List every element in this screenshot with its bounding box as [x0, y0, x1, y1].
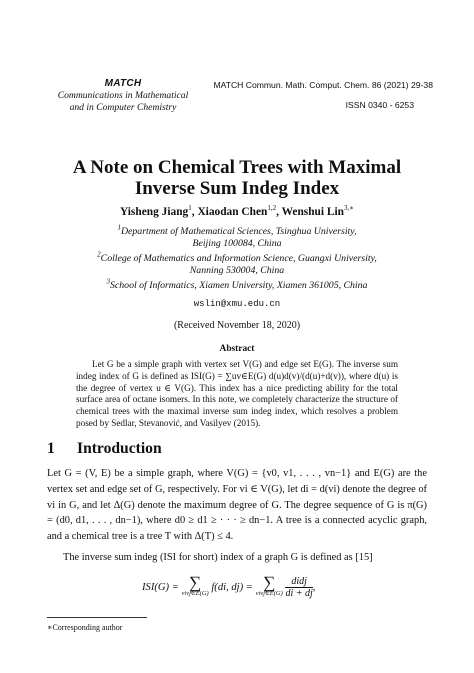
isi-formula — [0, 572, 474, 608]
paper-title — [0, 157, 474, 199]
received-date: (Received November 18, 2020) — [173, 320, 301, 331]
affiliation-line: Department of Mathematical Sciences, Tsinghua University, — [120, 226, 357, 237]
affiliation-line: Beijing 100084, China — [192, 238, 282, 250]
author-name: Xiaodan Chen — [197, 206, 268, 218]
journal-issn: ISSN 0340 - 6253 — [345, 100, 414, 110]
fraction-numerator: didj — [285, 576, 312, 588]
section-number: 1 — [47, 440, 55, 457]
abstract-heading: Abstract — [219, 344, 255, 354]
affiliation-line: College of Mathematics and Information Science, Guangxi University, — [100, 253, 377, 264]
author-list: Yisheng Jiang$^1$, Xiaodan Chen$^{1,2}$, Wenshui Lin$^{3,∗}$ — [119, 204, 355, 218]
journal-logo-name: MATCH — [104, 78, 142, 89]
journal-logo-line2: and in Computer Chemistry — [69, 102, 177, 113]
author-email: wslin@xmu.edu.cn — [193, 299, 281, 309]
affiliation-sup: 1 — [117, 223, 121, 232]
affiliation-line: School of Informatics, Xiamen University, Xiamen 361005, China — [110, 280, 368, 291]
summation-symbol: ∑ vivj∈E(G) — [181, 572, 209, 597]
affiliation-3 — [0, 277, 474, 292]
section-heading — [47, 440, 162, 458]
abstract-text: Let G be a simple graph with vertex set V(G) and edge set E(G). The inverse sum indeg index of G is defined as ISI(G) = ∑uv∈E(G) d(u)d(v)/(d(u)+d(v)), where d(u) is the degree of vertex u ∈ V(G). This index has a nice predicting ability for the total surface area of octane isomers. In this note, we completely characterize the structure of chemical trees with the maximal inverse sum indeg index, which resolves a problem posed by Sedlar, Stevanović, and Vasilyev (2015). — [76, 359, 398, 428]
affiliation-2 — [0, 250, 474, 277]
footnote: ∗Corresponding author — [47, 623, 123, 632]
formula-term: f(di, dj) = — [211, 582, 253, 593]
sum-subscript: vivj∈E(G) — [181, 589, 209, 597]
author-name: Wenshui Lin — [281, 206, 345, 218]
title-line-1: A Note on Chemical Trees with Maximal — [72, 157, 402, 178]
body-paragraph-2: The inverse sum indeg (ISI for short) index of a graph G is defined as [15] — [63, 552, 373, 563]
author-name: Yisheng Jiang — [119, 206, 189, 218]
footnote-rule — [47, 617, 147, 618]
affiliation-sup: 3 — [106, 277, 111, 286]
journal-logo-line1: Communications in Mathematical — [57, 90, 189, 101]
title-line-2: Inverse Sum Indeg Index — [134, 178, 340, 199]
affiliation-line: Nanning 530004, China — [189, 265, 285, 277]
formula-comma: , — [312, 582, 316, 593]
fraction-denominator: di + dj — [285, 588, 313, 599]
body-paragraph-1: Let G = (V, E) be a simple graph, where V(G) = {v0, v1, . . . , vn−1} and E(G) are the vertex set and edge set of G, respectively. For vi ∈ V(G), let di = d(vi) denote the degree of vi in G, and let Δ(G) denote the maximum degree of G. The degree sequence of G is π(G) = (d0, d1, . . . , dn−1), where d0 ≥ d1 ≥ · · · ≥ dn−1. A tree is a connected acyclic graph, and a chemical tree is a tree T with Δ(T) ≤ 4. — [47, 468, 427, 543]
section-title: Introduction — [77, 440, 162, 457]
affiliation-sup: 2 — [97, 250, 101, 259]
author-sup: 3,∗ — [344, 204, 355, 213]
formula-fraction — [285, 576, 312, 599]
summation-symbol: ∑ vivj∈E(G) — [255, 572, 283, 597]
formula-lhs: ISI(G) = — [142, 582, 179, 593]
affiliation-1 — [0, 223, 474, 250]
sum-subscript: vivj∈E(G) — [255, 589, 283, 597]
journal-logo — [48, 78, 198, 114]
journal-reference: MATCH Commun. Math. Comput. Chem. 86 (2021) 29-38 — [213, 80, 433, 90]
author-sup: 1 — [188, 204, 192, 213]
author-sup: 1,2 — [267, 204, 277, 213]
